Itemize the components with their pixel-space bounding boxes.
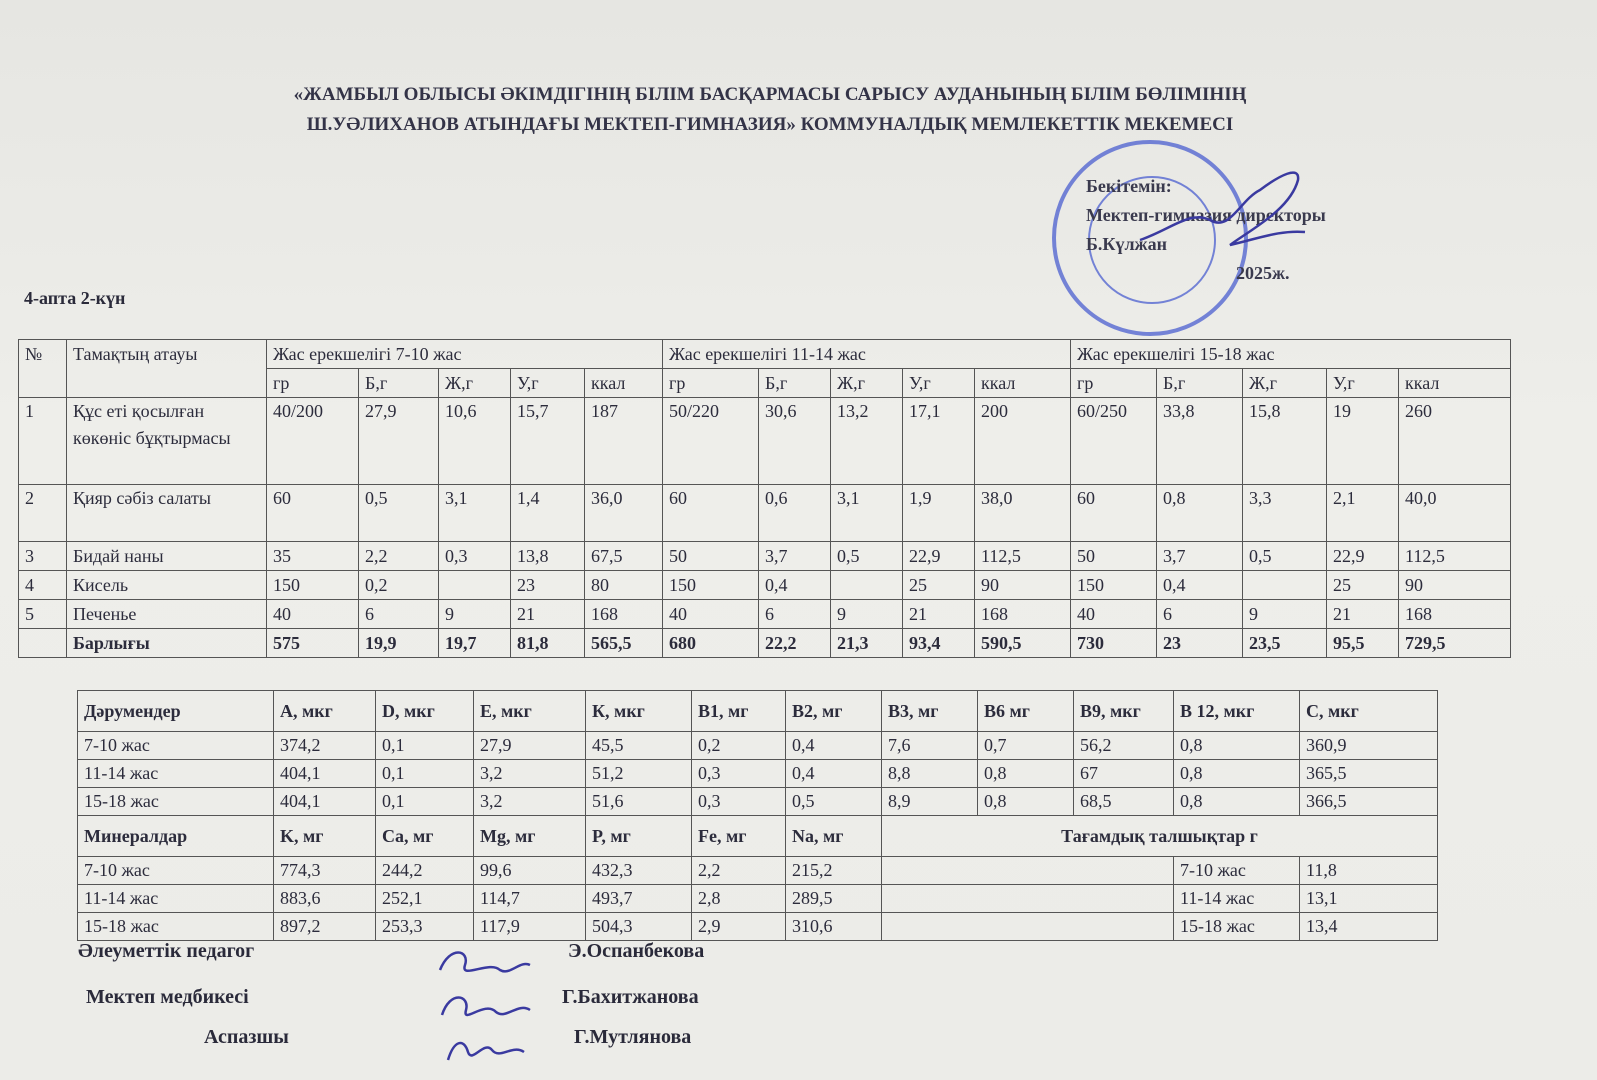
dish-name: Бидай наны: [67, 542, 267, 571]
table-cell: 2,9: [692, 913, 786, 941]
total-cell: 23,5: [1243, 629, 1327, 658]
fiber-age: 11-14 жас: [1174, 885, 1300, 913]
table-cell: 60: [267, 485, 359, 542]
vitamins-header-row: [78, 691, 1438, 732]
table-cell: 45,5: [586, 732, 692, 760]
table-cell: 404,1: [274, 760, 376, 788]
vitamin-header: В3, мг: [882, 691, 978, 732]
table-cell: 21: [511, 600, 585, 629]
table-cell: 112,5: [1399, 542, 1511, 571]
table-cell: 0,8: [1174, 760, 1300, 788]
table-cell: 0,5: [831, 542, 903, 571]
table-cell: 0,5: [1243, 542, 1327, 571]
table-cell: 0,3: [692, 788, 786, 816]
table-cell: 0,5: [786, 788, 882, 816]
approval-line-1: Бекітемін:: [1086, 176, 1172, 196]
table-cell: 493,7: [586, 885, 692, 913]
row-number: 1: [19, 398, 67, 485]
table-cell: 9: [1243, 600, 1327, 629]
table-cell: 30,6: [759, 398, 831, 485]
total-cell: 19,7: [439, 629, 511, 658]
table-cell: [1243, 571, 1327, 600]
table-cell: 15,8: [1243, 398, 1327, 485]
table-cell: [439, 571, 511, 600]
table-cell: 7-10 жас: [78, 857, 274, 885]
table-cell: 40,0: [1399, 485, 1511, 542]
table-cell: 9: [831, 600, 903, 629]
table-cell: 13,8: [511, 542, 585, 571]
dish-name: Кисель: [67, 571, 267, 600]
column-header: ккал: [975, 369, 1071, 398]
vitamin-header: В1, мг: [692, 691, 786, 732]
column-header: Б,г: [359, 369, 439, 398]
age-group-7-10: Жас ерекшелігі 7-10 жас: [267, 340, 663, 369]
table-cell: 260: [1399, 398, 1511, 485]
table-cell: 6: [759, 600, 831, 629]
table-cell: 0,7: [978, 732, 1074, 760]
signature-row: [86, 986, 699, 1009]
empty-cell: [882, 913, 1174, 941]
signature-row: [78, 940, 705, 963]
table-cell: 3,7: [759, 542, 831, 571]
vitamin-header: С, мкг: [1300, 691, 1438, 732]
table-cell: 3,2: [474, 788, 586, 816]
table-cell: 215,2: [786, 857, 882, 885]
table-cell: 67,5: [585, 542, 663, 571]
approval-line-3: Б.Күлжан: [1086, 234, 1167, 254]
table-cell: 2,8: [692, 885, 786, 913]
table-cell: [831, 571, 903, 600]
age-group-15-18: Жас ерекшелігі 15-18 жас: [1071, 340, 1511, 369]
signature-person: Г.Бахитжанова: [562, 986, 699, 1008]
signature-role: Мектеп медбикесі: [86, 986, 249, 1008]
total-cell: 23: [1157, 629, 1243, 658]
table-cell: 3,7: [1157, 542, 1243, 571]
vitamin-header: К, мкг: [586, 691, 692, 732]
age-group-11-14: Жас ерекшелігі 11-14 жас: [663, 340, 1071, 369]
table-cell: 360,9: [1300, 732, 1438, 760]
vitamin-header: В2, мг: [786, 691, 882, 732]
table-cell: 897,2: [274, 913, 376, 941]
vitamin-header: Е, мкг: [474, 691, 586, 732]
mineral-header: Mg, мг: [474, 816, 586, 857]
table-cell: 150: [663, 571, 759, 600]
menu-header-row: [19, 340, 1511, 369]
approval-line-2: Мектеп-гимназия директоры: [1086, 205, 1326, 225]
row-number: 4: [19, 571, 67, 600]
column-header: У,г: [1327, 369, 1399, 398]
total-cell: 22,2: [759, 629, 831, 658]
table-cell: 40/200: [267, 398, 359, 485]
total-cell: 730: [1071, 629, 1157, 658]
table-cell: 90: [1399, 571, 1511, 600]
mineral-header: Fe, мг: [692, 816, 786, 857]
table-cell: 112,5: [975, 542, 1071, 571]
table-cell: 244,2: [376, 857, 474, 885]
table-cell: 60: [1071, 485, 1157, 542]
table-cell: 60: [663, 485, 759, 542]
table-cell: 67: [1074, 760, 1174, 788]
header-line-2: Ш.УӘЛИХАНОВ АТЫНДАҒЫ МЕКТЕП-ГИМНАЗИЯ» КОММУНАЛДЫҚ МЕМЛЕКЕТТІК МЕКЕМЕСІ: [306, 114, 1234, 135]
table-cell: 25: [1327, 571, 1399, 600]
fiber-value: 13,1: [1300, 885, 1438, 913]
table-cell: 6: [1157, 600, 1243, 629]
table-cell: 99,6: [474, 857, 586, 885]
total-cell: 729,5: [1399, 629, 1511, 658]
mineral-header: P, мг: [586, 816, 692, 857]
column-header: У,г: [511, 369, 585, 398]
table-cell: 0,2: [692, 732, 786, 760]
table-cell: 114,7: [474, 885, 586, 913]
signature-person: Г.Мутлянова: [574, 1026, 692, 1048]
row-number: 3: [19, 542, 67, 571]
table-cell: 7-10 жас: [78, 732, 274, 760]
table-cell: 2,2: [359, 542, 439, 571]
table-cell: 27,9: [474, 732, 586, 760]
table-cell: 60/250: [1071, 398, 1157, 485]
table-cell: 310,6: [786, 913, 882, 941]
table-cell: 252,1: [376, 885, 474, 913]
table-cell: 0,2: [359, 571, 439, 600]
menu-row: [19, 398, 1511, 485]
header-line-1: «ЖАМБЫЛ ОБЛЫСЫ ӘКІМДІГІНІҢ БІЛІМ БАСҚАРМАСЫ САРЫСУ АУДАНЫНЫҢ БІЛІМ БӨЛІМІНІҢ: [293, 84, 1247, 105]
table-cell: 68,5: [1074, 788, 1174, 816]
minerals-row: [78, 885, 1438, 913]
table-cell: 0,6: [759, 485, 831, 542]
table-cell: 50/220: [663, 398, 759, 485]
menu-total-row: [19, 629, 1511, 658]
table-cell: 40: [267, 600, 359, 629]
table-cell: 21: [1327, 600, 1399, 629]
table-cell: 168: [585, 600, 663, 629]
column-header: ккал: [585, 369, 663, 398]
table-cell: 0,8: [1174, 732, 1300, 760]
vitamin-header: Дәрумендер: [78, 691, 274, 732]
table-cell: 187: [585, 398, 663, 485]
fiber-value: 13,4: [1300, 913, 1438, 941]
table-cell: 51,2: [586, 760, 692, 788]
table-cell: 3,1: [831, 485, 903, 542]
table-cell: 22,9: [903, 542, 975, 571]
table-cell: 200: [975, 398, 1071, 485]
table-cell: 15,7: [511, 398, 585, 485]
fiber-title: Тағамдық талшықтар г: [882, 816, 1438, 857]
total-cell: 680: [663, 629, 759, 658]
menu-row: [19, 571, 1511, 600]
table-cell: 0,4: [759, 571, 831, 600]
table-cell: 40: [663, 600, 759, 629]
table-cell: 0,3: [692, 760, 786, 788]
week-day-label: 4-апта 2-күн: [24, 288, 126, 308]
column-header: гр: [663, 369, 759, 398]
table-cell: 8,9: [882, 788, 978, 816]
table-cell: 36,0: [585, 485, 663, 542]
table-cell: 0,1: [376, 732, 474, 760]
table-cell: 11-14 жас: [78, 885, 274, 913]
table-cell: 9: [439, 600, 511, 629]
vitamin-header: А, мкг: [274, 691, 376, 732]
menu-row: [19, 600, 1511, 629]
table-cell: 50: [1071, 542, 1157, 571]
total-label: Барлығы: [67, 629, 267, 658]
total-cell: 95,5: [1327, 629, 1399, 658]
table-cell: 2,1: [1327, 485, 1399, 542]
table-cell: 289,5: [786, 885, 882, 913]
table-cell: 3,2: [474, 760, 586, 788]
column-header: гр: [1071, 369, 1157, 398]
table-cell: 15-18 жас: [78, 788, 274, 816]
approval-line-4: 2025ж.: [1236, 263, 1290, 283]
row-number: 2: [19, 485, 67, 542]
table-cell: 0,1: [376, 760, 474, 788]
table-cell: 19: [1327, 398, 1399, 485]
table-cell: 7,6: [882, 732, 978, 760]
table-cell: 3,3: [1243, 485, 1327, 542]
column-header: Ж,г: [831, 369, 903, 398]
institution-header: [130, 80, 1410, 140]
total-cell: 21,3: [831, 629, 903, 658]
mineral-header: Ca, мг: [376, 816, 474, 857]
vitamins-row: [78, 732, 1438, 760]
vitamins-row: [78, 760, 1438, 788]
total-cell: 19,9: [359, 629, 439, 658]
table-cell: 13,2: [831, 398, 903, 485]
mineral-header: K, мг: [274, 816, 376, 857]
table-cell: 1,9: [903, 485, 975, 542]
table-cell: 0,8: [978, 760, 1074, 788]
table-cell: 168: [975, 600, 1071, 629]
vitamin-header: D, мкг: [376, 691, 474, 732]
table-cell: 0,8: [1157, 485, 1243, 542]
fiber-value: 11,8: [1300, 857, 1438, 885]
column-header: Б,г: [759, 369, 831, 398]
vitamins-row: [78, 788, 1438, 816]
table-cell: 365,5: [1300, 760, 1438, 788]
empty-cell: [882, 857, 1174, 885]
table-cell: 0,3: [439, 542, 511, 571]
table-cell: 0,8: [978, 788, 1074, 816]
table-cell: 0,5: [359, 485, 439, 542]
minerals-row: [78, 913, 1438, 941]
vitamin-header: В 12, мкг: [1174, 691, 1300, 732]
empty-cell: [882, 885, 1174, 913]
director-signature: [1130, 160, 1310, 270]
nutrients-table: [77, 690, 1438, 941]
total-cell: 565,5: [585, 629, 663, 658]
table-cell: 150: [267, 571, 359, 600]
table-cell: 15-18 жас: [78, 913, 274, 941]
table-cell: 0,1: [376, 788, 474, 816]
table-cell: 432,3: [586, 857, 692, 885]
table-cell: 40: [1071, 600, 1157, 629]
table-cell: 10,6: [439, 398, 511, 485]
empty-cell: [19, 629, 67, 658]
table-cell: 774,3: [274, 857, 376, 885]
table-cell: 374,2: [274, 732, 376, 760]
table-cell: 504,3: [586, 913, 692, 941]
column-header: Ж,г: [1243, 369, 1327, 398]
mineral-header: Na, мг: [786, 816, 882, 857]
table-cell: 2,2: [692, 857, 786, 885]
table-cell: 23: [511, 571, 585, 600]
table-cell: 33,8: [1157, 398, 1243, 485]
table-cell: 17,1: [903, 398, 975, 485]
signature-role: Аспазшы: [204, 1026, 289, 1048]
table-cell: 3,1: [439, 485, 511, 542]
table-cell: 168: [1399, 600, 1511, 629]
column-header: Ж,г: [439, 369, 511, 398]
column-header: У,г: [903, 369, 975, 398]
table-cell: 883,6: [274, 885, 376, 913]
table-cell: 366,5: [1300, 788, 1438, 816]
vitamin-header: В9, мкг: [1074, 691, 1174, 732]
table-cell: 0,8: [1174, 788, 1300, 816]
minerals-header-row: [78, 816, 1438, 857]
mineral-header: Минералдар: [78, 816, 274, 857]
table-cell: 90: [975, 571, 1071, 600]
table-cell: 0,4: [1157, 571, 1243, 600]
dish-name: Печенье: [67, 600, 267, 629]
total-cell: 93,4: [903, 629, 975, 658]
table-cell: 50: [663, 542, 759, 571]
column-header: ккал: [1399, 369, 1511, 398]
table-cell: 0,4: [786, 732, 882, 760]
table-cell: 253,3: [376, 913, 474, 941]
fiber-age: 7-10 жас: [1174, 857, 1300, 885]
table-cell: 38,0: [975, 485, 1071, 542]
table-cell: 25: [903, 571, 975, 600]
signature-row: [204, 1026, 692, 1049]
table-cell: 22,9: [1327, 542, 1399, 571]
col-name: Тамақтың атауы: [67, 340, 267, 398]
col-no: №: [19, 340, 67, 398]
menu-table: [18, 339, 1511, 658]
dish-name: Құс еті қосылған көкөніс бұқтырмасы: [67, 398, 267, 485]
table-cell: 117,9: [474, 913, 586, 941]
table-cell: 150: [1071, 571, 1157, 600]
vitamin-header: В6 мг: [978, 691, 1074, 732]
column-header: гр: [267, 369, 359, 398]
menu-row: [19, 542, 1511, 571]
handwritten-signatures: [430, 940, 540, 1070]
table-cell: 51,6: [586, 788, 692, 816]
table-cell: 11-14 жас: [78, 760, 274, 788]
table-cell: 404,1: [274, 788, 376, 816]
total-cell: 590,5: [975, 629, 1071, 658]
table-cell: 56,2: [1074, 732, 1174, 760]
table-cell: 6: [359, 600, 439, 629]
table-cell: 1,4: [511, 485, 585, 542]
menu-row: [19, 485, 1511, 542]
table-cell: 21: [903, 600, 975, 629]
table-cell: 80: [585, 571, 663, 600]
minerals-row: [78, 857, 1438, 885]
signature-person: Э.Оспанбекова: [568, 940, 705, 962]
total-cell: 81,8: [511, 629, 585, 658]
dish-name: Қияр сәбіз салаты: [67, 485, 267, 542]
table-cell: 35: [267, 542, 359, 571]
fiber-age: 15-18 жас: [1174, 913, 1300, 941]
column-header: Б,г: [1157, 369, 1243, 398]
total-cell: 575: [267, 629, 359, 658]
table-cell: 8,8: [882, 760, 978, 788]
signature-role: Әлеуметтік педагог: [78, 940, 255, 962]
table-cell: 0,4: [786, 760, 882, 788]
table-cell: 27,9: [359, 398, 439, 485]
row-number: 5: [19, 600, 67, 629]
